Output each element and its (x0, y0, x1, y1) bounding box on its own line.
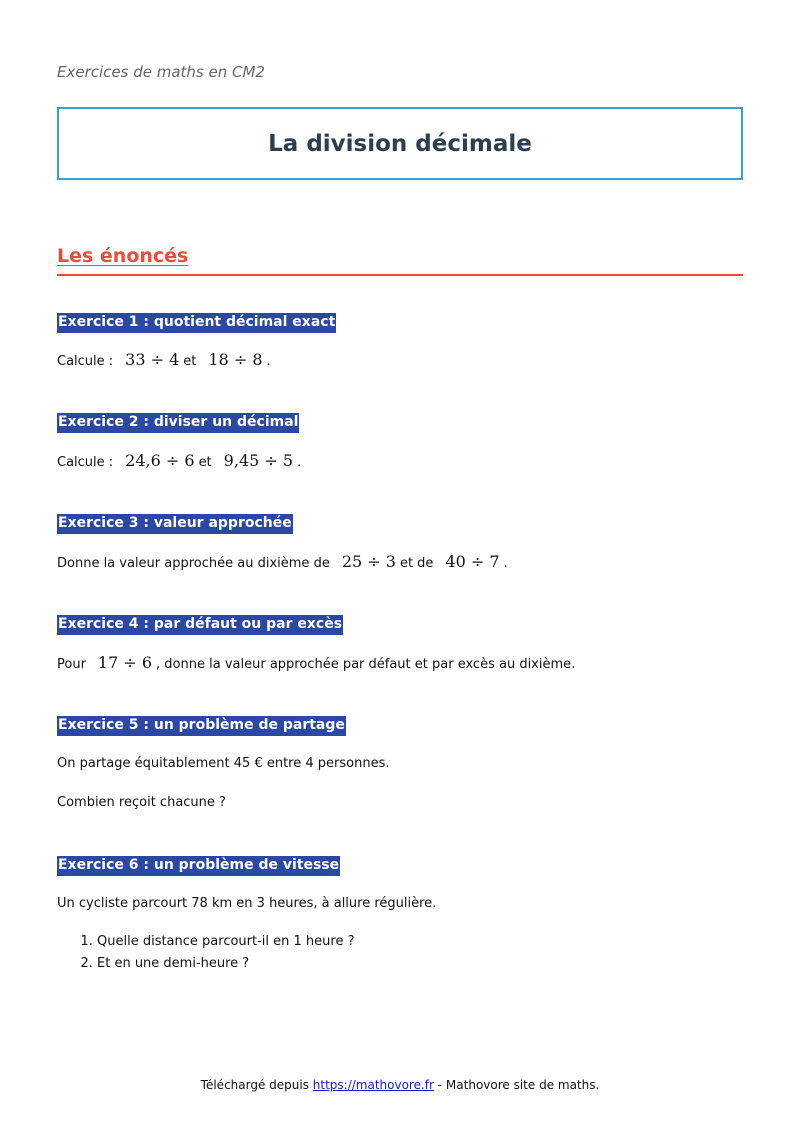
statement-prefix: Pour (57, 657, 86, 672)
statement-suffix: . (266, 354, 271, 369)
footer-suffix: - Mathovore site de maths. (433, 1078, 600, 1092)
exercise-3-title: Exercice 3 : valeur approchée (57, 514, 293, 534)
exercise-1-title: Exercice 1 : quotient décimal exact (57, 313, 336, 333)
list-item: 1. Quelle distance parcourt-il en 1 heure ? (97, 931, 355, 953)
section-divider (57, 274, 743, 276)
statement-suffix: , donne la valeur approchée par défaut et par excès au dixième. (156, 657, 576, 672)
section-title: Les énoncés (57, 245, 189, 267)
math-expression: 25 ÷ 3 (341, 552, 396, 571)
exercise-6-paragraph-1: Un cycliste parcourt 78 km en 3 heures, à allure régulière. (57, 896, 437, 911)
math-expression: 24,6 ÷ 6 (125, 451, 195, 470)
title-box (57, 107, 743, 180)
page-footer (0, 1078, 800, 1092)
statement-connector: et (198, 455, 212, 470)
exercise-1-statement (57, 350, 271, 372)
exercise-5-paragraph-1: On partage équitablement 45 € entre 4 personnes. (57, 756, 390, 771)
statement-connector: et (183, 354, 197, 369)
statement-prefix: Donne la valeur approchée au dixième de (57, 556, 330, 571)
statement-suffix: . (503, 556, 508, 571)
statement-suffix: . (297, 455, 302, 470)
statement-prefix: Calcule : (57, 455, 114, 470)
document-subtitle: Exercices de maths en CM2 (57, 63, 265, 81)
math-expression: 17 ÷ 6 (97, 653, 153, 672)
footer-prefix: Téléchargé depuis (200, 1078, 313, 1092)
math-expression: 9,45 ÷ 5 (223, 451, 294, 470)
statement-connector: et de (399, 556, 434, 571)
exercise-5-title: Exercice 5 : un problème de partage (57, 716, 346, 736)
statement-prefix: Calcule : (57, 354, 114, 369)
exercise-2-statement (57, 451, 301, 473)
exercise-6-questions (57, 931, 355, 975)
math-expression: 40 ÷ 7 (445, 552, 500, 571)
exercise-6-title: Exercice 6 : un problème de vitesse (57, 856, 340, 876)
footer-link[interactable]: https://mathovore.fr (312, 1078, 434, 1092)
exercise-5-paragraph-2: Combien reçoit chacune ? (57, 795, 226, 810)
exercise-3-statement (57, 552, 508, 574)
exercise-2-title: Exercice 2 : diviser un décimal (57, 413, 299, 433)
math-expression: 33 ÷ 4 (125, 350, 180, 369)
page-title: La division décimale (268, 130, 532, 157)
list-item: 2. Et en une demi-heure ? (97, 953, 355, 975)
exercise-4-statement (57, 653, 575, 675)
math-expression: 18 ÷ 8 (208, 350, 263, 369)
exercise-4-title: Exercice 4 : par défaut ou par excès (57, 615, 343, 635)
